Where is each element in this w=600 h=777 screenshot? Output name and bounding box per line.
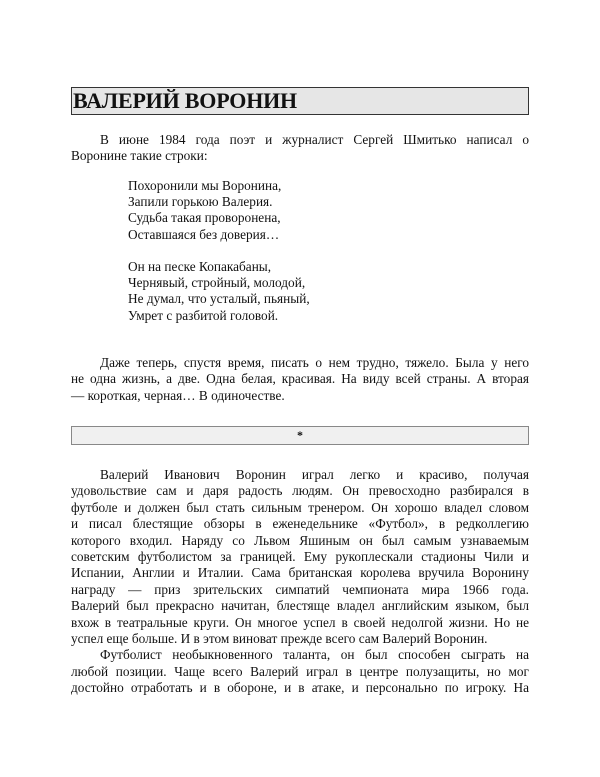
poem-line: Оставшаяся без доверия…: [128, 226, 280, 242]
poem-line: Умрет с разбитой головой.: [128, 307, 279, 323]
text-line: футболе и должен был стать сильным тренером. Он хорошо владел словом: [71, 499, 529, 515]
text-line: Даже теперь, спустя время, писать о нем трудно, тяжело. Была у него: [100, 355, 529, 370]
chapter-title: ВАЛЕРИЙ ВОРОНИН: [73, 88, 297, 113]
text-line: успел еще больше. И в этом виноват прежде всего сам Валерий Воронин.: [71, 631, 488, 647]
text-line: Испании, Англии и Италии. Сама британская королева вручила Воронину: [71, 565, 529, 581]
paragraph-2: [71, 355, 529, 404]
poem-line: Судьба такая проворонена,: [128, 210, 281, 226]
poem-line: Запили горькою Валерия.: [128, 194, 273, 210]
text-line: вхож в театральные круги. Он многое успел в своей недолгой жизни. Но не: [71, 614, 529, 630]
text-line: которого входил. Наряду со Львом Яшиным он был самым узнаваемым: [71, 532, 529, 548]
poem-stanza-2: [128, 259, 310, 324]
text-line: — короткая, черная… В одиночестве.: [71, 387, 285, 403]
text-line: достойно отработать и в обороне, и в атаке, и персонально по игроку. На: [71, 680, 529, 696]
poem-stanza-1: [128, 178, 281, 243]
section-separator: *: [71, 426, 529, 445]
text-line: Валерий был прекрасно начитан, блестяще владел английским языком, был: [71, 598, 529, 614]
poem-line: Похоронили мы Воронина,: [128, 178, 282, 193]
chapter-heading-box: [71, 87, 529, 115]
poem-line: Чернявый, стройный, молодой,: [128, 275, 306, 291]
text-line: советским футболистом за границей. Ему рукоплескали стадионы Чили и: [71, 549, 529, 565]
text-line: Валерий Иванович Воронин играл легко и красиво, получая: [100, 467, 529, 482]
text-line: В июне 1984 года поэт и журналист Сергей Шмитько написал о: [100, 132, 529, 147]
paragraph-3: [71, 467, 529, 697]
intro-paragraph: [71, 132, 529, 165]
poem-line: Он на песке Копакабаны,: [128, 259, 272, 274]
poem-line: Не думал, что усталый, пьяный,: [128, 291, 310, 307]
text-line: и писал блестящие обзоры в еженедельнике «Футбол», в редколлегию: [71, 516, 529, 532]
text-line: любой позиции. Чаще всего Валерий играл в центре полузащиты, но мог: [71, 663, 529, 679]
text-line: Футболист необыкновенного таланта, он был способен сыграть на: [100, 647, 529, 663]
text-line: удовольствие сам и даря радость людям. Он превосходно разбирался в: [71, 483, 529, 499]
text-line: не одна жизнь, а две. Одна белая, красивая. На виду всей страны. А вторая: [71, 371, 529, 387]
text-line: Воронине такие строки:: [71, 148, 208, 164]
text-line: награду — приз зрительских симпатий чемпионата мира 1966 года.: [71, 581, 529, 597]
